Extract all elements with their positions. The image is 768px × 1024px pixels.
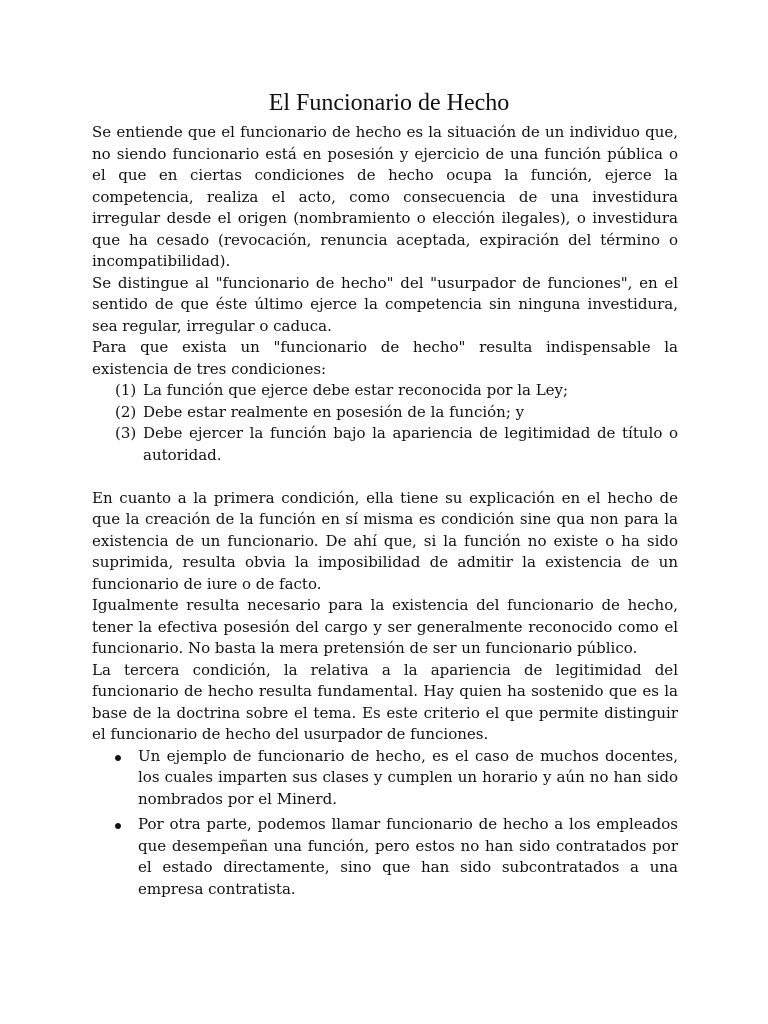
example-text: Un ejemplo de funcionario de hecho, es el caso de muchos docentes, los cuales imparten sus clases y cumplen un horario y aún no han sido nombrados por el Minerd.	[138, 746, 678, 808]
paragraph-second-condition: Igualmente resulta necesario para la existencia del funcionario de hecho, tener la efectiva posesión del cargo y ser generalmente reconocido como el funcionario. No basta la mera pretensión de ser un funcionario público.	[92, 596, 678, 657]
paragraph-conditions-intro: Para que exista un "funcionario de hecho" resulta indispensable la existencia de tres condiciones:	[92, 338, 678, 378]
condition-item	[92, 423, 678, 466]
blank-line	[92, 466, 678, 488]
condition-number: (2)	[115, 402, 137, 421]
example-item	[92, 746, 678, 811]
bullet-icon	[115, 755, 121, 761]
paragraph-definition: Se entiende que el funcionario de hecho es la situación de un individuo que, no siendo funcionario está en posesión y ejercicio de una función pública o el que en ciertas condiciones de hecho ocupa la función, ejerce la competencia, realiza el acto, como consecuencia de una investidura irregular desde el origen (nombramiento o elección ilegales), o investidura que ha cesado (revocación, renuncia aceptada, expiración del término o incompatibilidad).	[92, 123, 678, 270]
example-item	[92, 814, 678, 900]
conditions-list	[92, 380, 678, 466]
bullet-icon	[115, 823, 121, 829]
condition-text: Debe ejercer la función bajo la apariencia de legitimidad de título o autoridad.	[143, 424, 678, 464]
paragraph-distinction: Se distingue al "funcionario de hecho" del "usurpador de funciones", en el sentido de que éste último ejerce la competencia sin ninguna investidura, sea regular, irregular o caduca.	[92, 273, 678, 335]
document-title: El Funcionario de Hecho	[268, 90, 510, 116]
paragraph-first-condition: En cuanto a la primera condición, ella tiene su explicación en el hecho de que la creación de la función en sí misma es condición sine qua non para la existencia de un funcionario. De ahí que, si la función no existe o ha sido suprimida, resulta obvia la imposibilidad de admitir la existencia de un funcionario de iure o de facto.	[92, 488, 678, 593]
condition-text: La función que ejerce debe estar reconocida por la Ley;	[143, 381, 569, 399]
examples-list	[92, 746, 678, 901]
condition-number: (3)	[115, 424, 137, 442]
condition-item	[92, 402, 678, 424]
paragraph-third-condition: La tercera condición, la relativa a la apariencia de legitimidad del funcionario de hecho resulta fundamental. Hay quien ha sostenido que es la base de la doctrina sobre el tema. Es este criterio el que permite distinguir el funcionario de hecho del usurpador de funciones.	[92, 660, 678, 743]
condition-item	[92, 380, 678, 402]
condition-number: (1)	[115, 381, 137, 399]
condition-text: Debe estar realmente en posesión de la función; y	[143, 402, 525, 421]
example-text: Por otra parte, podemos llamar funcionario de hecho a los empleados que desempeñan una función, pero estos no han sido contratados por el estado directamente, sino que han sido subcontratados a una empresa contratista.	[138, 815, 678, 898]
